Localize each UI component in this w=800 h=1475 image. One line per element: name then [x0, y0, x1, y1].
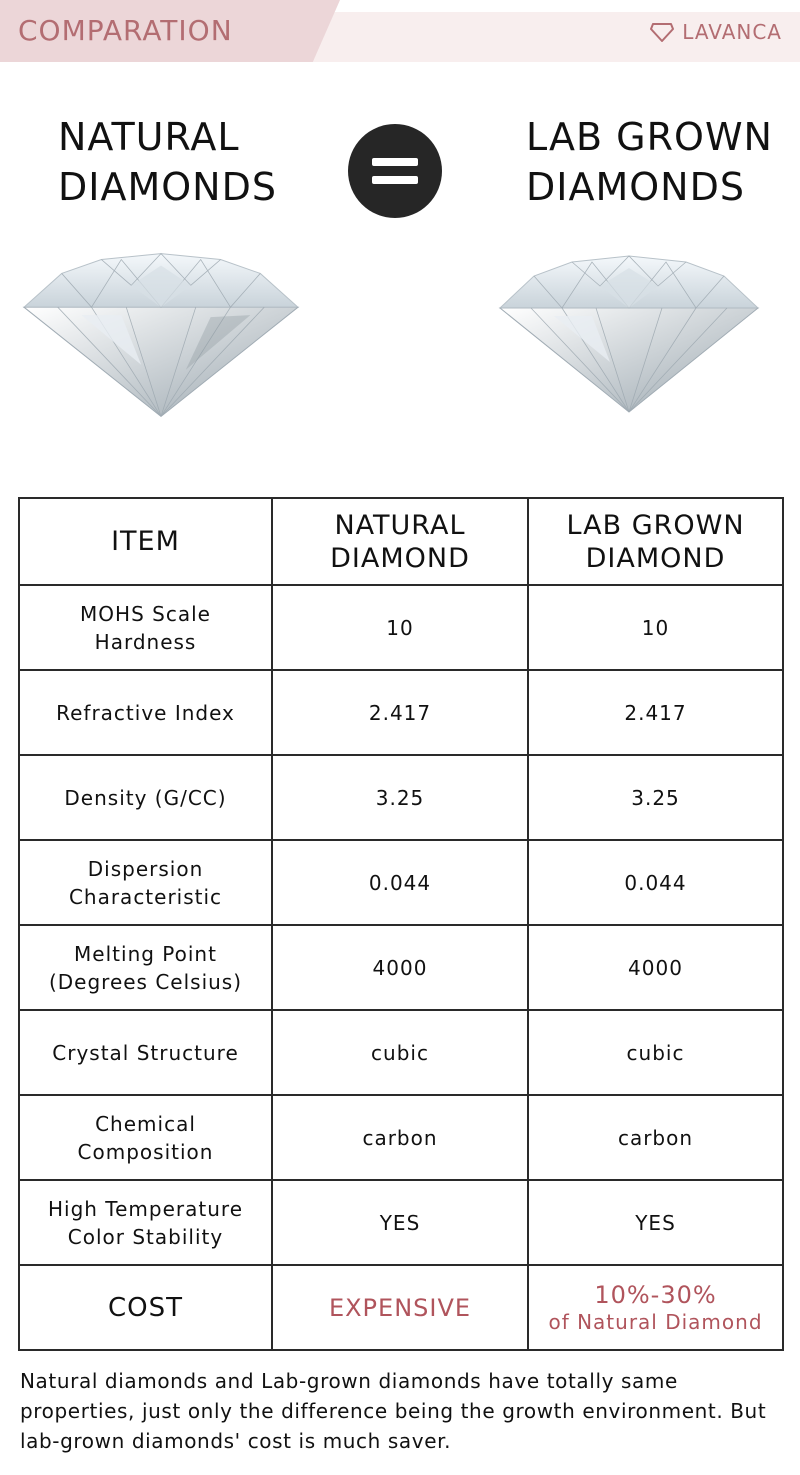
diamond-outline-icon — [650, 22, 674, 42]
summary-text: Natural diamonds and Lab-grown diamonds have totally same properties, just only the difference being the growth environment. But lab-grown diamonds' cost is much saver. — [20, 1369, 767, 1453]
row-label: Chemical Composition — [19, 1095, 272, 1180]
table-row — [19, 1010, 783, 1095]
brand-logo — [650, 20, 782, 44]
table-row — [19, 840, 783, 925]
row-label: MOHS Scale Hardness — [19, 585, 272, 670]
row-label: Refractive Index — [19, 670, 272, 755]
natural-value: 10 — [272, 585, 528, 670]
column-header-lab-grown: LAB GROWN DIAMOND — [528, 498, 783, 585]
lab-value: 4000 — [528, 925, 783, 1010]
natural-value: 0.044 — [272, 840, 528, 925]
lab-value: carbon — [528, 1095, 783, 1180]
table-row — [19, 585, 783, 670]
table-row — [19, 755, 783, 840]
natural-diamonds-title: NATURAL DIAMONDS — [58, 115, 277, 209]
table-row — [19, 925, 783, 1010]
natural-value: cubic — [272, 1010, 528, 1095]
lab-grown-diamond-image — [498, 250, 760, 420]
lab-value: 2.417 — [528, 670, 783, 755]
natural-cost-value: EXPENSIVE — [272, 1265, 528, 1350]
natural-value: 3.25 — [272, 755, 528, 840]
comparison-table — [18, 497, 784, 1351]
cost-row — [19, 1265, 783, 1350]
row-label: Melting Point (Degrees Celsius) — [19, 925, 272, 1010]
lab-value: 10 — [528, 585, 783, 670]
table-row — [19, 1095, 783, 1180]
row-label: High Temperature Color Stability — [19, 1180, 272, 1265]
lab-grown-diamonds-title: LAB GROWN DIAMONDS — [526, 115, 773, 209]
lab-value: YES — [528, 1180, 783, 1265]
lab-value: 3.25 — [528, 755, 783, 840]
lab-value: 0.044 — [528, 840, 783, 925]
natural-value: 4000 — [272, 925, 528, 1010]
natural-value: 2.417 — [272, 670, 528, 755]
row-label: Crystal Structure — [19, 1010, 272, 1095]
equals-icon — [348, 124, 442, 218]
cost-label: COST — [19, 1265, 272, 1350]
lab-cost-value: 10%-30% of Natural Diamond — [528, 1265, 783, 1350]
page-header — [0, 0, 800, 62]
column-header-item: ITEM — [19, 498, 272, 585]
brand-name: LAVANCA — [682, 20, 782, 44]
column-header-natural: NATURAL DIAMOND — [272, 498, 528, 585]
lab-value: cubic — [528, 1010, 783, 1095]
page-title: COMPARATION — [18, 14, 233, 47]
table-row — [19, 1180, 783, 1265]
table-header-row — [19, 498, 783, 585]
natural-value: carbon — [272, 1095, 528, 1180]
row-label: Dispersion Characteristic — [19, 840, 272, 925]
natural-value: YES — [272, 1180, 528, 1265]
table-row — [19, 670, 783, 755]
row-label: Density (G/CC) — [19, 755, 272, 840]
natural-diamond-image — [22, 245, 300, 425]
